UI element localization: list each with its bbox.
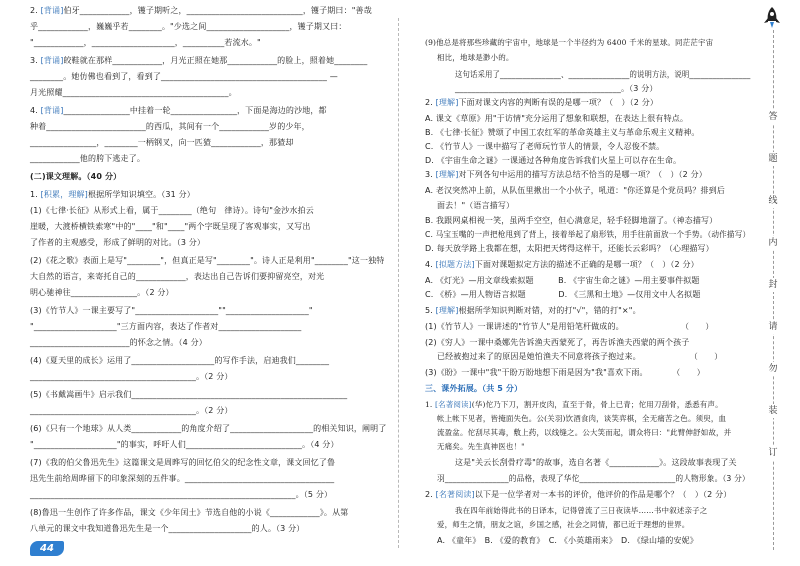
right-line: 1. [名著阅读](华)佗乃下刀，割开皮肉，直至于骨，骨上已青；佗用刀刮骨，悉悉有声。 — [425, 400, 723, 409]
left-line: 3. [背诵]皎鞋就在那样____________，月光正照在她那____________的脸上，照着她________ — [30, 56, 368, 65]
left-line: (2)《花之歌》表面上是写"________"，但真正是写"________"。诗人正是利用"________"这一独特 — [30, 256, 385, 265]
binding-char: 答 — [765, 110, 781, 124]
right-line: 帐上帐下见者，皆掩面失色。公(关羽)饮酒食肉，谈笑弈棋，全无痛苦之色。须臾，血 — [437, 414, 727, 423]
binding-char: 题 — [765, 152, 781, 166]
left-line: ________________________的怀念之情。（4 分） — [30, 338, 207, 347]
right-line: (3)《盼》一课中"我"干盼万盼地想下雨是因为"我"喜欢下雨。 （ ） — [425, 368, 705, 377]
right-line: 2. [名著阅读]以下是一位学者对一本书的评价，他评价的作品是哪个？（ ）（2 分） — [425, 490, 732, 499]
left-line: (8)鲁迅一生创作了许多作品，课文《少年闰土》节选自他的小说《____________》。从第 — [30, 508, 349, 517]
left-line: ________________，________一柄钢叉，向一匹猹____________，那猹却 — [30, 138, 294, 147]
left-line: ________________________________________。（2 分） — [30, 406, 233, 415]
right-line: A. 《童年》 B. 《爱的教育》 C. 《小英雄雨来》 D. 《绿山墙的安妮》 — [437, 536, 698, 545]
left-line: 4. [背诵]________________中挂着一轮________________，下面是海边的沙地，都 — [30, 106, 327, 115]
section-heading: (二)课文理解。（40 分） — [30, 172, 122, 181]
left-line: 种着________________________的西瓜，其间有一个____________岁的少年， — [30, 122, 310, 131]
left-line: 了作者的主观感受，形成了鲜明的对比。（3 分） — [30, 238, 206, 247]
binding-strip — [756, 0, 800, 566]
right-line: 流盈盆。佗刮尽其毒，敷上药，以线缝之。公大笑而起，谓众将曰："此臂伸舒如故，并 — [437, 428, 732, 437]
left-line: 崖暖，大渡桥横铁索寒"中的"____"和"____"两个字既呈现了客观事实，又写出 — [30, 222, 311, 231]
right-line: 羽________________的品格，表现了华佗________________________的人物形象。（3 分） — [437, 474, 750, 483]
binding-char: 内 — [765, 236, 781, 250]
right-line: ________________________________________。（3 分） — [455, 84, 658, 93]
left-line: (7)《我的伯父鲁迅先生》这篇课文是周晔写的回忆伯父的纪念性文章，课文回忆了鲁 — [30, 458, 336, 467]
right-line: (2)《穷人》一课中桑娜先告诉渔夫西蒙死了，再告诉渔夫西蒙的两个孩子 — [425, 338, 690, 347]
binding-char: 请 — [765, 320, 781, 334]
left-line: 2. [背诵]伯牙____________，镬子期听之，____________________________，镬子期曰："善哉 — [30, 6, 372, 15]
left-line: (4)《夏天里的成长》运用了____________________的写作手法，启迪我们________ — [30, 356, 330, 365]
section-heading: 三、课外拓展。（共 5 分） — [425, 384, 523, 393]
right-line: A. 课文《草原》用"于访情"充分运用了想象和联想，在表达上很有特点。 — [425, 114, 689, 123]
left-line: ____________他的胯下逃走了。 — [30, 154, 145, 163]
right-line: A. 《灯光》—用文章线索拟题 B. 《宇宙生命之谜》—用主要事件拟题 — [425, 276, 700, 285]
right-line: B. 《七律·长征》赞颂了中国工农红军的革命英雄主义与革命乐观主义精神。 — [425, 128, 700, 137]
right-line: C. 马宝玉嘴的一声把枪甩到了背上，接着举起了扇形铁，用手往前面放一个手势。（动作描写） — [425, 230, 751, 239]
left-line: 迅先生前给周晔留下的印象深刻的五件事。____________________________________ — [30, 474, 335, 483]
right-line: C. 《桥》—用人物语言拟题 D. 《三黑和土地》—仅用文中人名拟题 — [425, 290, 701, 299]
right-line: 爱，师生之情，朋友之谊，乡国之感，社会之同情，都已近于理想的世界。 — [437, 520, 690, 529]
binding-char: 线 — [765, 194, 781, 208]
left-line: 乎____________，巍巍乎若________。"少选之间____________________，镬子期又曰： — [30, 22, 347, 31]
right-line: 5. [理解]根据所学知识判断对错，对的打"√"，错的打"×"。 — [425, 306, 641, 315]
question-tag: [名著阅读] — [435, 490, 475, 499]
right-line: (9)他总是将那些珍藏的宇宙中，地球是一个半径约为 6400 千米的星球。同茫茫宇宙 — [425, 38, 714, 47]
left-line: 大自然的语言，来寄托自己的____________，表达出自己告诉们要抑留亮空，对光 — [30, 272, 325, 281]
page-number: 44 — [30, 541, 64, 556]
right-line: 这是"关云长刮骨疗毒"的故事，选自名著《____________》。这段故事表现了关 — [455, 458, 737, 467]
left-line: (6)《只有一个地球》从人类____________的角度介绍了____________________的相关知识，阐明了 — [30, 424, 387, 433]
question-tag: [积累，理解] — [40, 190, 88, 199]
left-line: ________。她仿佛也看到了，看到了________________________________________ — — [30, 72, 338, 81]
right-line: B. 我跟网桌相视一笑，虽两手空空，但心满意足，轻手轻脚地溜了。（神态描写） — [425, 216, 718, 225]
left-line: 月光照耀________________________________________。 — [30, 88, 237, 97]
left-line: 1. [积累，理解]根据所学知识填空。（31 分） — [30, 190, 195, 199]
left-line: (3)《竹节人》一课主要写了"____________________""____________________" — [30, 306, 313, 315]
question-tag: [背诵] — [40, 106, 64, 115]
right-line: D. 每天放学路上我都在想，太阳把天烤得这样干，还能长云彩吗？（心理描写） — [425, 244, 714, 253]
right-line: 4. [拟题方法]下面对课题拟定方法的描述不正确的是哪一项？（ ）（2 分） — [425, 260, 699, 269]
right-line: A. 老汉突然冲上前，从队伍里揪出一个小伙子，吼道："你还算是个党员吗？排到后 — [425, 186, 725, 195]
right-line: 3. [理解]对下列各句中运用的描写方法总结不恰当的是哪一项？（ ）（2 分） — [425, 170, 707, 179]
right-line: 2. [理解]下面对课文内容的判断有误的是哪一项？（ ）（2 分） — [425, 98, 659, 107]
column-divider — [398, 18, 399, 548]
right-line: 无痛矣。先生真神医也！" — [437, 442, 525, 451]
question-tag: [理解] — [435, 98, 459, 107]
question-tag: [背诵] — [40, 56, 64, 65]
right-line: 这句话采用了________________、________________的说明方法，说明________________ — [455, 70, 751, 79]
binding-char: 订 — [765, 446, 781, 460]
right-line: 面去！"（语言描写） — [437, 201, 515, 210]
question-tag: [拟题方法] — [435, 260, 475, 269]
question-tag: [理解] — [435, 306, 459, 315]
question-tag: [理解] — [435, 170, 459, 179]
binding-char: 勿 — [765, 362, 781, 376]
binding-char: 封 — [765, 278, 781, 292]
question-tag: [名著阅读] — [435, 400, 472, 409]
right-line: C. 《竹节人》一课中描写了老师玩竹节人的情景，令人忍俊不禁。 — [425, 142, 665, 151]
binding-char: 装 — [765, 404, 781, 418]
left-line: "____________________"的事实，呼吁人们____________________________。（4 分） — [30, 440, 339, 449]
right-line: 已经被抱过来了的原因是她怕渔夫不同意将孩子抱过来。 （ ） — [437, 352, 723, 361]
left-line: 八单元的课文中我知道鲁迅先生是一个____________________的人。（3 分） — [30, 524, 305, 533]
left-line: 明心驰神往________________。（2 分） — [30, 288, 174, 297]
right-line: D. 《宇宙生命之谜》一课通过各种角度告诉我们火星上可以存在生命。 — [425, 156, 682, 165]
right-line: 我在四年前始得此书的日译本，记得曾流了三日夜读毕……书中叙述亲子之 — [455, 506, 708, 515]
left-line: (1)《七律·长征》从形式上看，属于________（绝句 律诗）。诗句"金沙水拍云 — [30, 206, 314, 215]
left-line: "____________________"三方面内容，表达了作者对____________________ — [30, 322, 302, 331]
left-line: ________________________________________。（2 分） — [30, 372, 233, 381]
right-line: 相比，地球是渺小的。 — [437, 53, 514, 62]
right-line: (1)《竹节人》一课讲述的"竹节人"是用铅笔杆做成的。 （ ） — [425, 322, 714, 331]
left-line: "____________，____________________，__________若流水。" — [30, 38, 261, 47]
question-tag: [背诵] — [40, 6, 64, 15]
left-line: (5)《书戴嵩画牛》启示我们____________________________________________________ — [30, 390, 348, 399]
left-line: ________________________________________________________________。（5 分） — [30, 490, 333, 499]
